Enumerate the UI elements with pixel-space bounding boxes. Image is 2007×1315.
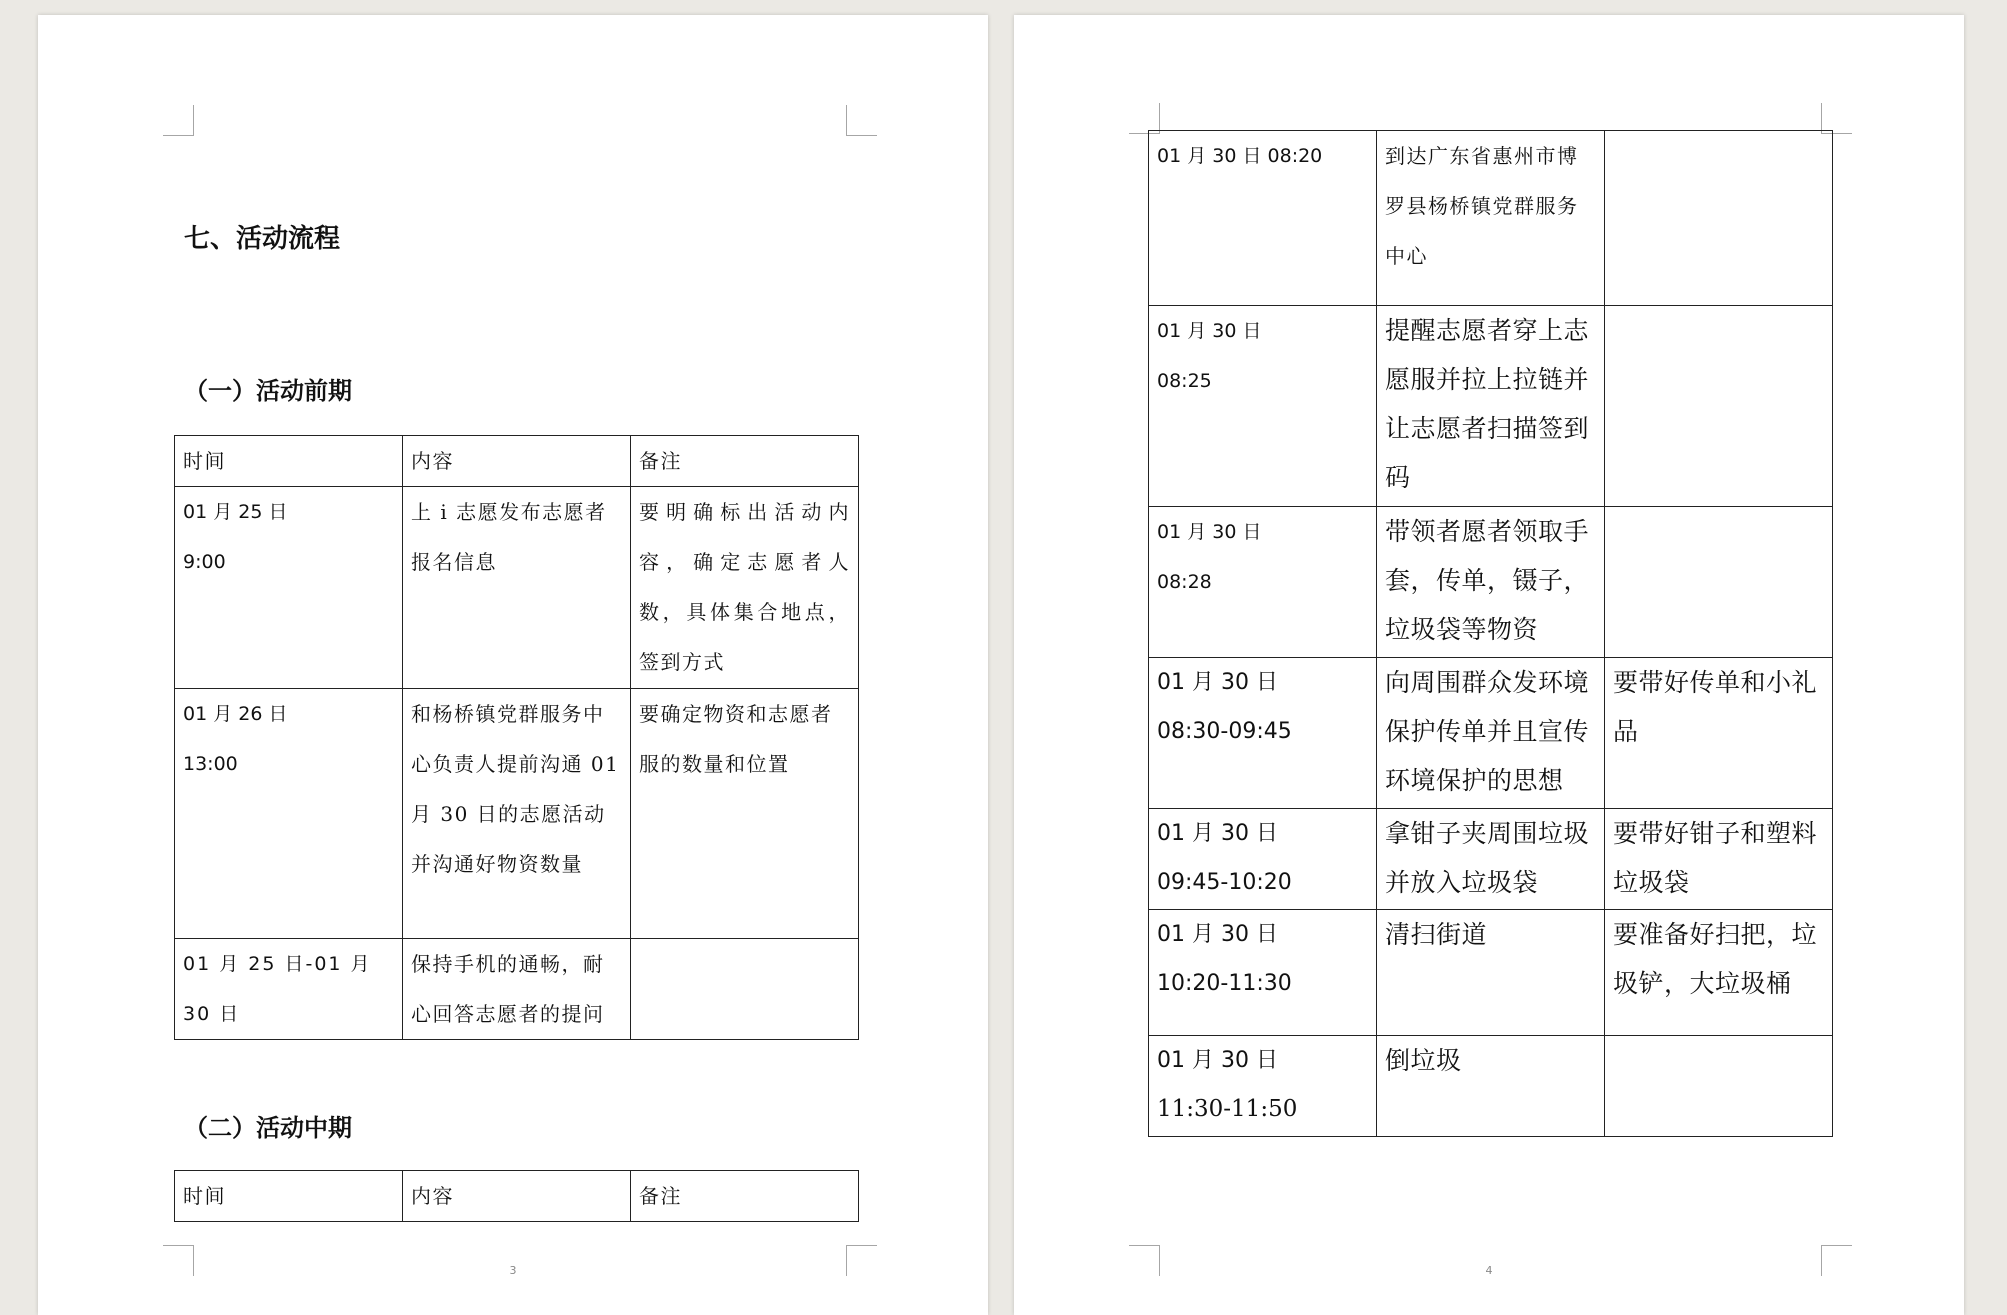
table-row bbox=[1149, 809, 1833, 910]
note-cell bbox=[1605, 507, 1833, 658]
header-content: 内容 bbox=[403, 436, 631, 487]
table-row bbox=[1149, 910, 1833, 1036]
note-cell bbox=[1605, 131, 1833, 306]
time-cell bbox=[1149, 1036, 1377, 1137]
time-cell: 01 月 25 日-01 月 30 日 bbox=[175, 939, 403, 1040]
header-time: 时间 bbox=[175, 436, 403, 487]
time-cell: 01 月 30 日 08:20 bbox=[1149, 131, 1377, 306]
note-cell: 要确定物资和志愿者服的数量和位置 bbox=[631, 689, 859, 939]
subsection-title-mid: （二）活动中期 bbox=[184, 1113, 352, 1142]
header-note: 备注 bbox=[631, 1171, 859, 1222]
time-date: 01 月 30 日 bbox=[1157, 670, 1278, 695]
header-time: 时间 bbox=[175, 1171, 403, 1222]
page-number: 3 bbox=[509, 1264, 517, 1277]
crop-mark bbox=[846, 1245, 877, 1276]
time-cell bbox=[1149, 658, 1377, 809]
content-cell: 倒垃圾 bbox=[1377, 1036, 1605, 1137]
time-cell bbox=[1149, 306, 1377, 507]
content-cell: 向周围群众发环境保护传单并且宣传环境保护的思想 bbox=[1377, 658, 1605, 809]
section-heading: 七、活动流程 bbox=[184, 224, 341, 254]
document-page-4 bbox=[1014, 15, 1964, 1315]
time-date: 01 月 30 日 bbox=[1157, 521, 1262, 543]
table-row bbox=[1149, 306, 1833, 507]
note-cell bbox=[1605, 306, 1833, 507]
content-cell: 上 i 志愿发布志愿者报名信息 bbox=[403, 487, 631, 689]
table-header-row bbox=[175, 436, 859, 487]
note-cell: 要带好钳子和塑料垃圾袋 bbox=[1605, 809, 1833, 910]
time-cell bbox=[1149, 809, 1377, 910]
time-date: 01 月 30 日 bbox=[1157, 320, 1262, 342]
time-clock: 11:30-11:50 bbox=[1157, 1096, 1298, 1122]
time-date: 01 月 25 日 bbox=[183, 501, 288, 523]
time-clock: 9:00 bbox=[183, 551, 226, 573]
note-cell bbox=[1605, 1036, 1833, 1137]
time-cell bbox=[175, 487, 403, 689]
content-cell: 拿钳子夹周围垃圾并放入垃圾袋 bbox=[1377, 809, 1605, 910]
note-cell: 要准备好扫把，垃圾铲，大垃圾桶 bbox=[1605, 910, 1833, 1036]
note-cell: 要明确标出活动内容，确定志愿者人数，具体集合地点，签到方式 bbox=[631, 487, 859, 689]
time-cell bbox=[175, 689, 403, 939]
content-cell: 和杨桥镇党群服务中心负责人提前沟通 01 月 30 日的志愿活动并沟通好物资数量 bbox=[403, 689, 631, 939]
header-note: 备注 bbox=[631, 436, 859, 487]
time-clock: 13:00 bbox=[183, 753, 238, 775]
content-cell: 清扫街道 bbox=[1377, 910, 1605, 1036]
crop-mark bbox=[163, 105, 194, 136]
content-cell: 到达广东省惠州市博罗县杨桥镇党群服务中心 bbox=[1377, 131, 1605, 306]
content-cell: 提醒志愿者穿上志愿服并拉上拉链并让志愿者扫描签到码 bbox=[1377, 306, 1605, 507]
time-cell bbox=[1149, 507, 1377, 658]
table-header-row bbox=[175, 1171, 859, 1222]
note-cell: 要带好传单和小礼品 bbox=[1605, 658, 1833, 809]
time-clock: 08:30-09:45 bbox=[1157, 719, 1292, 744]
table-row bbox=[175, 487, 859, 689]
subsection-title-pre: （一）活动前期 bbox=[184, 376, 352, 405]
table-row bbox=[175, 689, 859, 939]
time-clock: 10:20-11:30 bbox=[1157, 971, 1292, 996]
content-cell: 保持手机的通畅，耐心回答志愿者的提问 bbox=[403, 939, 631, 1040]
pre-activity-table bbox=[174, 435, 859, 1040]
mid-activity-table bbox=[1148, 130, 1833, 1137]
time-date: 01 月 26 日 bbox=[183, 703, 288, 725]
table-row bbox=[175, 939, 859, 1040]
time-cell bbox=[1149, 910, 1377, 1036]
note-cell bbox=[631, 939, 859, 1040]
time-clock: 09:45-10:20 bbox=[1157, 870, 1292, 895]
table-row bbox=[1149, 658, 1833, 809]
table-row bbox=[1149, 1036, 1833, 1137]
time-date: 01 月 30 日 bbox=[1157, 1048, 1278, 1073]
header-content: 内容 bbox=[403, 1171, 631, 1222]
table-row bbox=[1149, 507, 1833, 658]
table-row bbox=[1149, 131, 1833, 306]
crop-mark bbox=[846, 105, 877, 136]
crop-mark bbox=[1129, 1245, 1160, 1276]
time-clock: 08:25 bbox=[1157, 370, 1212, 392]
content-cell: 带领者愿者领取手套，传单，镊子，垃圾袋等物资 bbox=[1377, 507, 1605, 658]
time-clock: 08:28 bbox=[1157, 571, 1212, 593]
crop-mark bbox=[163, 1245, 194, 1276]
page-number: 4 bbox=[1485, 1264, 1493, 1277]
time-date: 01 月 30 日 bbox=[1157, 922, 1278, 947]
crop-mark bbox=[1821, 1245, 1852, 1276]
document-page-3 bbox=[38, 15, 988, 1315]
mid-activity-table-header bbox=[174, 1170, 859, 1222]
time-date: 01 月 30 日 bbox=[1157, 821, 1278, 846]
